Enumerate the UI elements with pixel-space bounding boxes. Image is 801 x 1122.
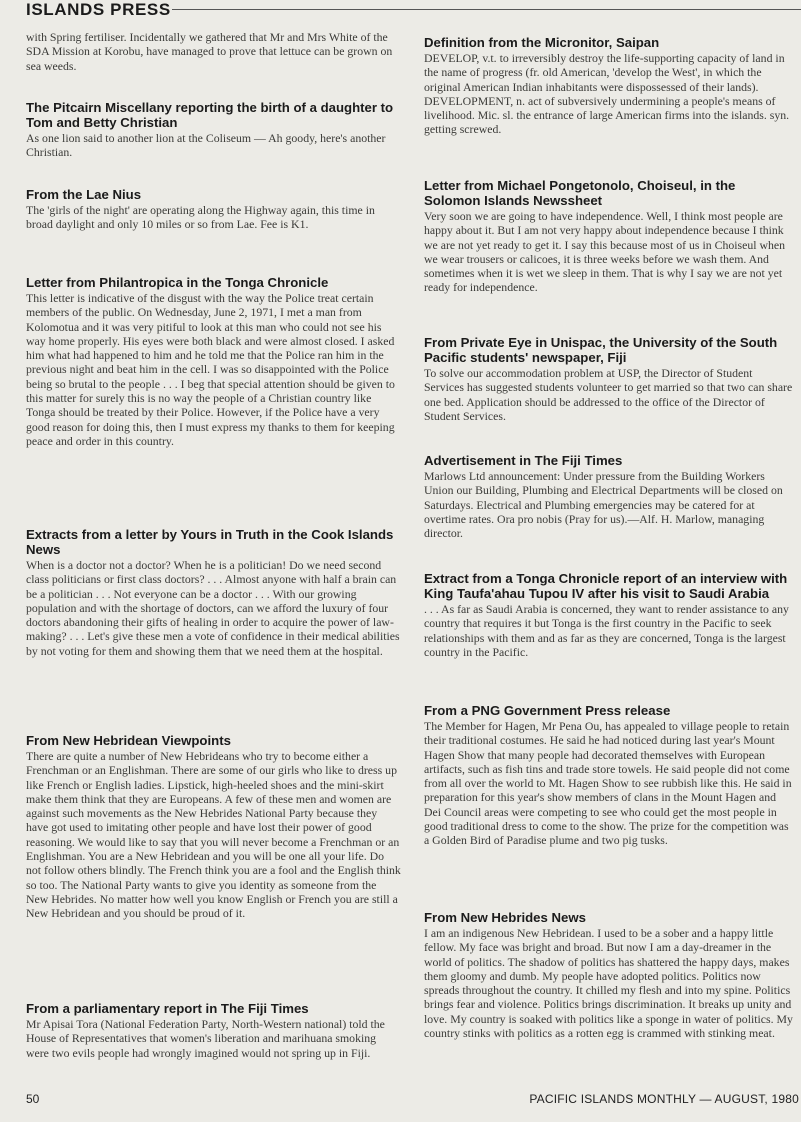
article-body: When is a doctor not a doctor? When he is a politician! Do we need second class politicians or first class doctors? . . . Almost anyone with half a brain can be a politician . . . Not everyone can be a doctor . . . With our growing population and with the shortage of doctors, can we afford the luxury of four doctors abandoning their gifts of healing in order to acquire the power of law-making? . . . Let's give these men a vote of confidence in their medical abilities by not voting for them and showing them that we need them at the hospital. xyxy=(26,558,400,658)
article-headline: From New Hebrides News xyxy=(424,910,586,925)
article-body: As one lion said to another lion at the Coliseum — Ah goody, here's another Christian. xyxy=(26,131,386,160)
article-headline: From a PNG Government Press release xyxy=(424,703,671,718)
article-tonga-police xyxy=(26,275,401,448)
article-headline: From New Hebridean Viewpoints xyxy=(26,733,231,748)
article-fiji-parliament xyxy=(26,1001,401,1060)
article-body: Mr Apisai Tora (National Federation Party, North-Western national) told the House of Representatives that women's liberation and marihuana smoking were two evils people had wrongly imagined would not spring up in Fiji. xyxy=(26,1017,385,1060)
article-png-press xyxy=(424,703,794,848)
article-lae-nius xyxy=(26,187,401,232)
article-fiji-advert xyxy=(424,453,794,540)
article-unispac xyxy=(424,335,794,423)
article-body: . . . As far as Saudi Arabia is concerned, they want to render assistance to any country that requires it but Tonga is the first country in the Pacific to seek relationships with them and as far as they are concerned, Tonga is the largest country in the Pacific. xyxy=(424,602,789,659)
article-headline: The Pitcairn Miscellany reporting the birth of a daughter to Tom and Betty Christian xyxy=(26,100,394,130)
article-body: with Spring fertiliser. Incidentally we gathered that Mr and Mrs White of the SDA Mission at Korobu, have managed to prove that lettuce can be grown on sea weeds. xyxy=(26,30,393,73)
left-column xyxy=(26,0,401,1090)
article-headline: From Private Eye in Unispac, the University of the South Pacific students' newspaper, Fiji xyxy=(424,335,778,365)
page-number: 50 xyxy=(26,1092,40,1106)
article-new-hebridean xyxy=(26,733,401,921)
article-pitcairn xyxy=(26,100,401,160)
article-body: The 'girls of the night' are operating along the Highway again, this time in broad daylight and only 10 miles or so from Lae. Fee is K1. xyxy=(26,203,375,232)
article-headline: Advertisement in The Fiji Times xyxy=(424,453,623,468)
article-headline: Letter from Michael Pongetonolo, Choiseul, in the Solomon Islands Newssheet xyxy=(424,178,736,208)
article-micronitor xyxy=(424,35,794,137)
publication-footer: PACIFIC ISLANDS MONTHLY — AUGUST, 1980 xyxy=(529,1092,799,1106)
article-headline: Extract from a Tonga Chronicle report of an interview with King Taufa'ahau Tupou IV after his visit to Saudi Arabia xyxy=(424,571,788,601)
article-new-hebrides-news xyxy=(424,910,794,1040)
article-headline: From the Lae Nius xyxy=(26,187,142,202)
article-body: I am an indigenous New Hebridean. I used to be a sober and a happy little fellow. My face was bright and broad. But now I am a day-dreamer in the world of politics. The shadow of politics has shattered the happy days, makes them gloomy and dumb. My people have adopted politics. Politics now spreads throughout the country. It chilled my flesh and into my spine. Politics brings fear and violence. Politics brings discrimination. It breaks up unity and love. My country is soaked with politics like a sponge in water of politics. My country stinks with politics as a rotten egg is crammed with stinking meat. xyxy=(424,926,793,1041)
article-headline: Extracts from a letter by Yours in Truth in the Cook Islands News xyxy=(26,527,394,557)
section-title: ISLANDS PRESS xyxy=(26,0,171,19)
article-body: This letter is indicative of the disgust with the way the Police treat certain members of the public. On Wednesday, June 2, 1971, I met a man from Kolomotua and it was very pitiful to look at this man who could not see his way home properly. His eyes were both black and were almost closed. I asked him what had happened to him and he told me that the Police ran him in the previous night and beat him in the cell. I was so disappointed with the Police being so brutal to the people . . . I beg that special attention should be given to this matter for surely this is no way the people of a Christian country like Tonga should be treated by their Police. However, if the Police have a very good reason for doing this, then I must express my thanks to them for keeping peace and order in this country. xyxy=(26,291,395,448)
article-body: There are quite a number of New Hebrideans who try to become either a Frenchman or an Englishman. There are some of our girls who like to dress up like French or English ladies. Lipstick, high-heeled shoes and the mini-skirt make them think that they are Europeans. A few of these men and women are against such movements as the New Hebrides National Party because they have got used to imitating other people and have lost their power of good reasoning. We would like to say that you will never become a Frenchman or an Englishman. You are a New Hebridean and you will be one all your life. Do not follow others blindly. The French think you are a fool and the English think so too. The National Party wants to give you identity as someone from the New Hebrides. No matter how well you know English or French you are still a New Hebridean and you should be proud of it. xyxy=(26,749,401,921)
article-body: To solve our accommodation problem at USP, the Director of Student Services has suggested students volunteer to get married so that two can share one bed. Application should be addressed to the office of the Director of Student Services. xyxy=(424,366,793,423)
article-continued xyxy=(26,30,401,73)
article-body: Marlows Ltd announcement: Under pressure from the Building Workers Union our Building, Plumbing and Electrical Departments will be closed on Saturdays. Electrical and Plumbing emergencies may be catered for at overtime rates. Ora pro nobis (Pray for us).—Alf. H. Marlow, managing director. xyxy=(424,469,783,541)
article-headline: From a parliamentary report in The Fiji Times xyxy=(26,1001,309,1016)
article-body: The Member for Hagen, Mr Pena Ou, has appealed to village people to retain their traditional costumes. He said he had noticed during last year's Mount Hagen Show that many people had decorated themselves with European artifacts, such as fish tins and trade store towels. He said people did not come from all over the world to Mt. Hagen Show to see rubbish like this. He said in preparation for this year's show members of clans in the Mount Hagen and Dei Council areas were competing to see who could get the most people in good traditional dress to come to the show. The prize for the competition was a Golden Bird of Paradise plume and two pig tusks. xyxy=(424,719,792,848)
article-solomon xyxy=(424,178,794,295)
right-column xyxy=(424,0,794,1090)
article-headline: Definition from the Micronitor, Saipan xyxy=(424,35,660,50)
article-cook-islands xyxy=(26,527,401,658)
article-tonga-king xyxy=(424,571,794,659)
article-body: DEVELOP, v.t. to irreversibly destroy the life-supporting capacity of land in the name of progress (fr. old American, 'develop the West', in which the original American Indian inhabitants were dispossessed of their lands). DEVELOPMENT, n. act of subversively undermining a people's means of livelihood. Mic. sl. the entrance of large American firms into the islands. syn. getting screwed. xyxy=(424,51,790,137)
article-body: Very soon we are going to have independence. Well, I think most people are happy about it. But I am not very happy about independence because I think we are not yet ready to get it. I say this because most of us in Choiseul when we wear trousers or calicoes, it is three weeks before we wash them. And sometimes when it is wet we sleep in them. That is why I say we are not yet ready for independence. xyxy=(424,209,786,295)
article-headline: Letter from Philantropica in the Tonga Chronicle xyxy=(26,275,329,290)
